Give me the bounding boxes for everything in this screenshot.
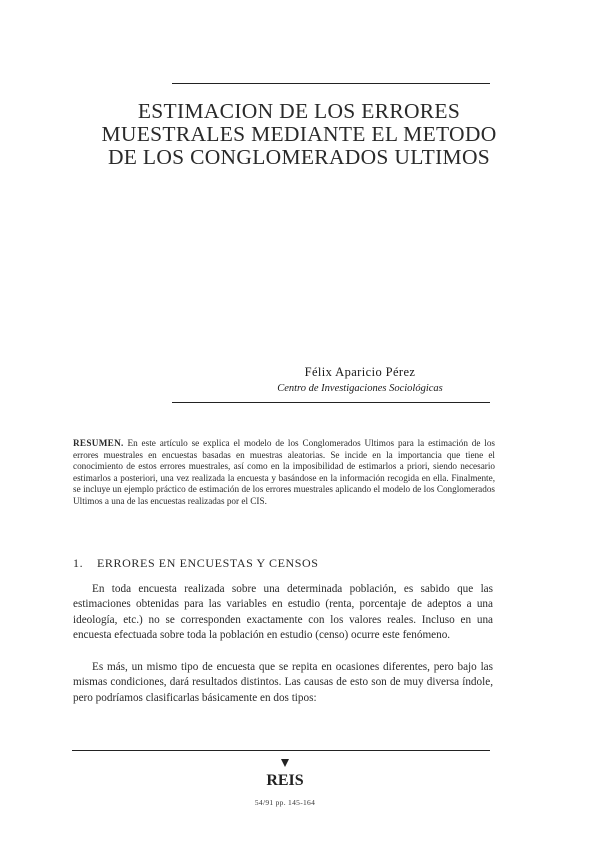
section-heading (73, 556, 319, 571)
body-paragraph: Es más, un mismo tipo de encuesta que se repita en ocasiones diferentes, pero bajo las mismas condiciones, dará resultados distintos. Las causas de esto son de muy diversa índole, pero podríamos clasificarlas básicamente en dos tipos: (73, 661, 493, 704)
header-rule (172, 402, 490, 403)
page-reference: 54/91 pp. 145-164 (254, 798, 316, 807)
body-paragraph: En toda encuesta realizada sobre una determinada población, es sabido que las estimaciones obtenidas para las variables en estudio (renta, porcentaje de adeptos a una ideología, etc.) no se corresponden exactamente con los valores reales. Incluso en una encuesta efectuada sobre toda la población en estudio (censo) ocurre este fenómeno. (73, 583, 493, 641)
section-number: 1. (73, 556, 84, 570)
abstract (73, 438, 495, 507)
abstract-text: En este artículo se explica el modelo de los Conglomerados Ultimos para la estimación de los errores muestrales en encuestas basadas en muestras aleatorias. Se incide en la importancia que tiene el conocimiento de estos errores muestrales, así como en la imposibilidad de estimarlos a priori, siendo necesario estimarlos a posteriori, una vez realizada la encuesta y basándose en la información recogida en ella. Finalmente, se incluye un ejemplo práctico de estimación de los errores muestrales aplicando el modelo de los Conglomerados Ultimos a una de las encuestas realizadas por el CIS. (73, 438, 496, 506)
title-line: ESTIMACION DE LOS ERRORES (137, 99, 461, 123)
abstract-label: RESUMEN. (73, 438, 124, 448)
logo-text: REIS (266, 772, 304, 789)
section-title: ERRORES EN ENCUESTAS Y CENSOS (97, 556, 319, 570)
author-name: Félix Aparicio Pérez (304, 365, 416, 379)
top-rule (172, 83, 490, 84)
article-title (70, 100, 528, 169)
title-line: MUESTRALES MEDIANTE EL METODO (101, 122, 497, 146)
author-affiliation: Centro de Investigaciones Sociológicas (277, 383, 443, 394)
title-line: DE LOS CONGLOMERADOS ULTIMOS (107, 145, 491, 169)
footer-rule (72, 750, 490, 751)
journal-logo (265, 755, 305, 795)
